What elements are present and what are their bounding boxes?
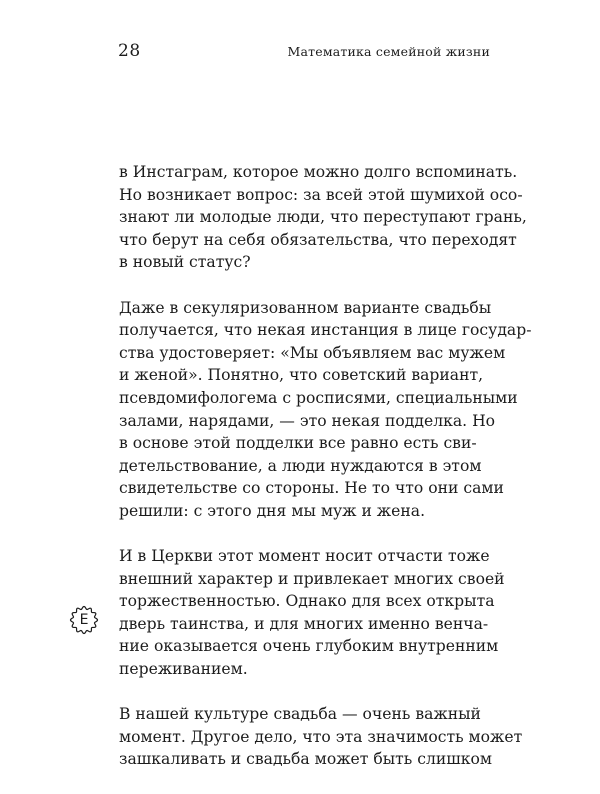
text-line: Но возникает вопрос: за всей этой шумихой осо- [119, 185, 523, 204]
text-line: В нашей культуре свадьба — очень важный [119, 705, 481, 724]
section-marker-badge [69, 605, 99, 635]
text-line: И в Церкви этот момент носит отчасти тоже [119, 547, 490, 566]
text-line: переживанием. [119, 660, 248, 679]
text-line: зашкаливать и свадьба может быть слишком [119, 750, 493, 769]
section-marker-letter: E [79, 612, 89, 628]
text-line: в Инстаграм, которое можно долго вспоминать. [119, 163, 518, 181]
paragraph-1 [119, 161, 527, 274]
paragraph-4 [119, 703, 523, 771]
text-line: детельствование, а люди нуждаются в этом [119, 456, 482, 475]
text-line: в новый статус? [119, 253, 251, 272]
text-line: псевдомифологема с росписями, специальными [119, 388, 518, 407]
body-text [119, 161, 532, 794]
text-line: ства удостоверяет: «Мы объявляем вас мужем [119, 343, 506, 362]
text-line: торжественностью. Однако для всех открыта [119, 592, 495, 611]
text-line: в основе этой подделки все равно есть сви- [119, 434, 477, 453]
text-line: что берут на себя обязательства, что переходят [119, 230, 517, 249]
text-line: получается, что некая инстанция в лице государ- [119, 321, 532, 340]
running-header-title: Математика семейной жизни [287, 44, 490, 59]
text-line: и женой». Понятно, что советский вариант, [119, 366, 484, 385]
paragraph-3 [119, 545, 505, 681]
text-line: свидетельстве со стороны. Не то что они сами [119, 479, 504, 498]
text-line: залами, нарядами, — это некая подделка. Но [119, 411, 496, 430]
text-line: ние оказывается очень глубоким внутренним [119, 637, 499, 656]
page-number: 28 [118, 41, 141, 61]
text-line: решили: с этого дня мы муж и жена. [119, 501, 426, 520]
text-line: момент. Другое дело, что эта значимость может [119, 727, 523, 746]
text-line: знают ли молодые люди, что переступают грань, [119, 208, 527, 227]
paragraph-2 [119, 297, 532, 523]
text-line: Даже в секуляризованном варианте свадьбы [119, 298, 492, 317]
text-line: внешний характер и привлекает многих своей [119, 569, 505, 588]
text-line: дверь таинства, и для многих именно венча- [119, 614, 489, 633]
